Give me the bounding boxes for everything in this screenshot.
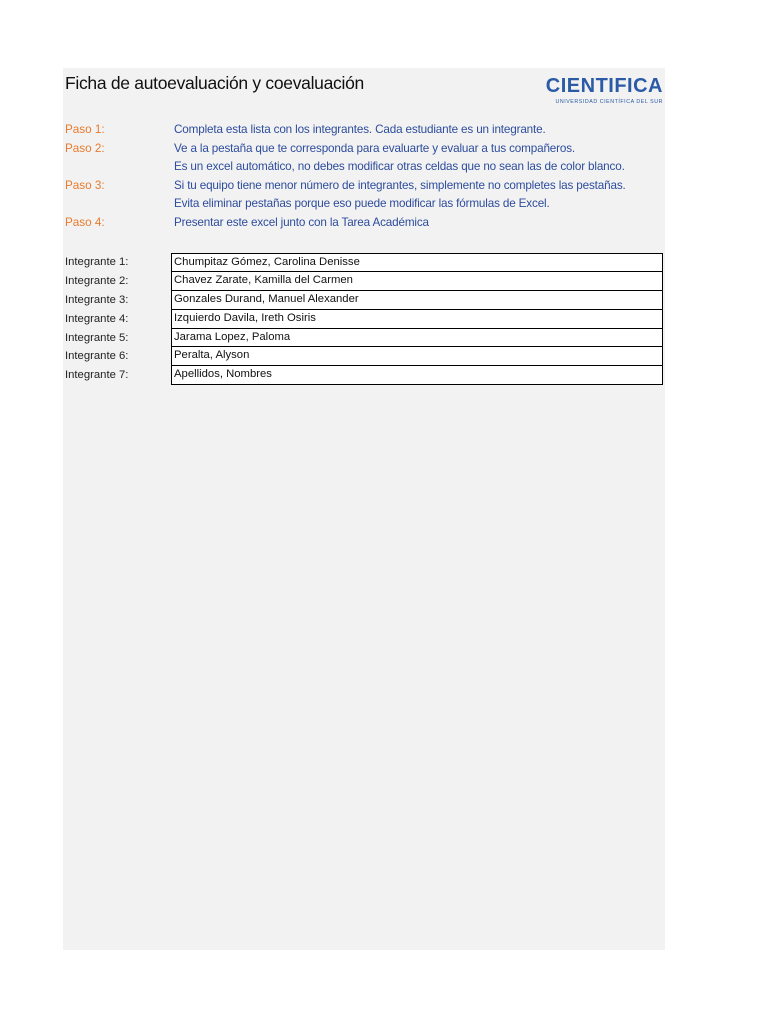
page-title: Ficha de autoevaluación y coevaluación	[65, 73, 364, 93]
member-row	[63, 366, 665, 385]
step-label: Paso 2:	[65, 141, 105, 155]
member-name-cell[interactable]: Peralta, Alyson	[171, 347, 663, 366]
member-row	[63, 310, 665, 329]
member-label: Integrante 2:	[65, 274, 129, 287]
spreadsheet-page	[63, 68, 665, 950]
step-row	[65, 140, 663, 159]
step-text: Completa esta lista con los integrantes. Cada estudiante es un integrante.	[174, 123, 546, 136]
step-text: Evita eliminar pestañas porque eso puede modificar las fórmulas de Excel.	[174, 197, 550, 210]
member-name-cell[interactable]: Apellidos, Nombres	[171, 366, 663, 385]
member-label: Integrante 6:	[65, 350, 129, 363]
step-row	[65, 177, 663, 196]
member-label: Integrante 1:	[65, 256, 129, 268]
step-label: Paso 1:	[65, 123, 105, 136]
member-row	[63, 253, 665, 272]
step-label: Paso 4:	[65, 215, 105, 229]
step-row	[65, 214, 663, 233]
member-name-cell[interactable]: Jarama Lopez, Paloma	[171, 329, 663, 348]
step-label: Paso 3:	[65, 178, 105, 192]
step-row	[65, 195, 663, 214]
member-row	[63, 329, 665, 348]
members-list	[63, 253, 665, 385]
step-text: Ve a la pestaña que te corresponda para evaluarte y evaluar a tus compañeros.	[174, 141, 576, 155]
member-label: Integrante 4:	[65, 312, 129, 325]
logo-subtitle: UNIVERSIDAD CIENTÍFICA DEL SUR	[555, 99, 663, 105]
step-text: Si tu equipo tiene menor número de integrantes, simplemente no completes las pestañas.	[174, 178, 626, 192]
member-name-cell[interactable]: Chumpitaz Gómez, Carolina Denisse	[171, 253, 663, 272]
member-row	[63, 272, 665, 291]
step-text: Presentar este excel junto con la Tarea Académica	[174, 215, 429, 229]
logo-wordmark: CIENTIFICA	[545, 75, 663, 97]
member-row	[63, 291, 665, 310]
step-text: Es un excel automático, no debes modificar otras celdas que no sean las de color blanco.	[174, 160, 625, 173]
member-label: Integrante 3:	[65, 293, 129, 306]
member-label: Integrante 5:	[65, 331, 129, 344]
member-row	[63, 347, 665, 366]
member-name-cell[interactable]: Gonzales Durand, Manuel Alexander	[171, 291, 663, 310]
step-row	[65, 158, 663, 177]
cientifica-logo	[533, 75, 663, 105]
member-name-cell[interactable]: Chavez Zarate, Kamilla del Carmen	[171, 272, 663, 291]
step-row	[65, 121, 663, 140]
member-name-cell[interactable]: Izquierdo Davila, Ireth Osiris	[171, 310, 663, 329]
member-label: Integrante 7:	[65, 369, 129, 382]
instructions	[65, 121, 663, 232]
